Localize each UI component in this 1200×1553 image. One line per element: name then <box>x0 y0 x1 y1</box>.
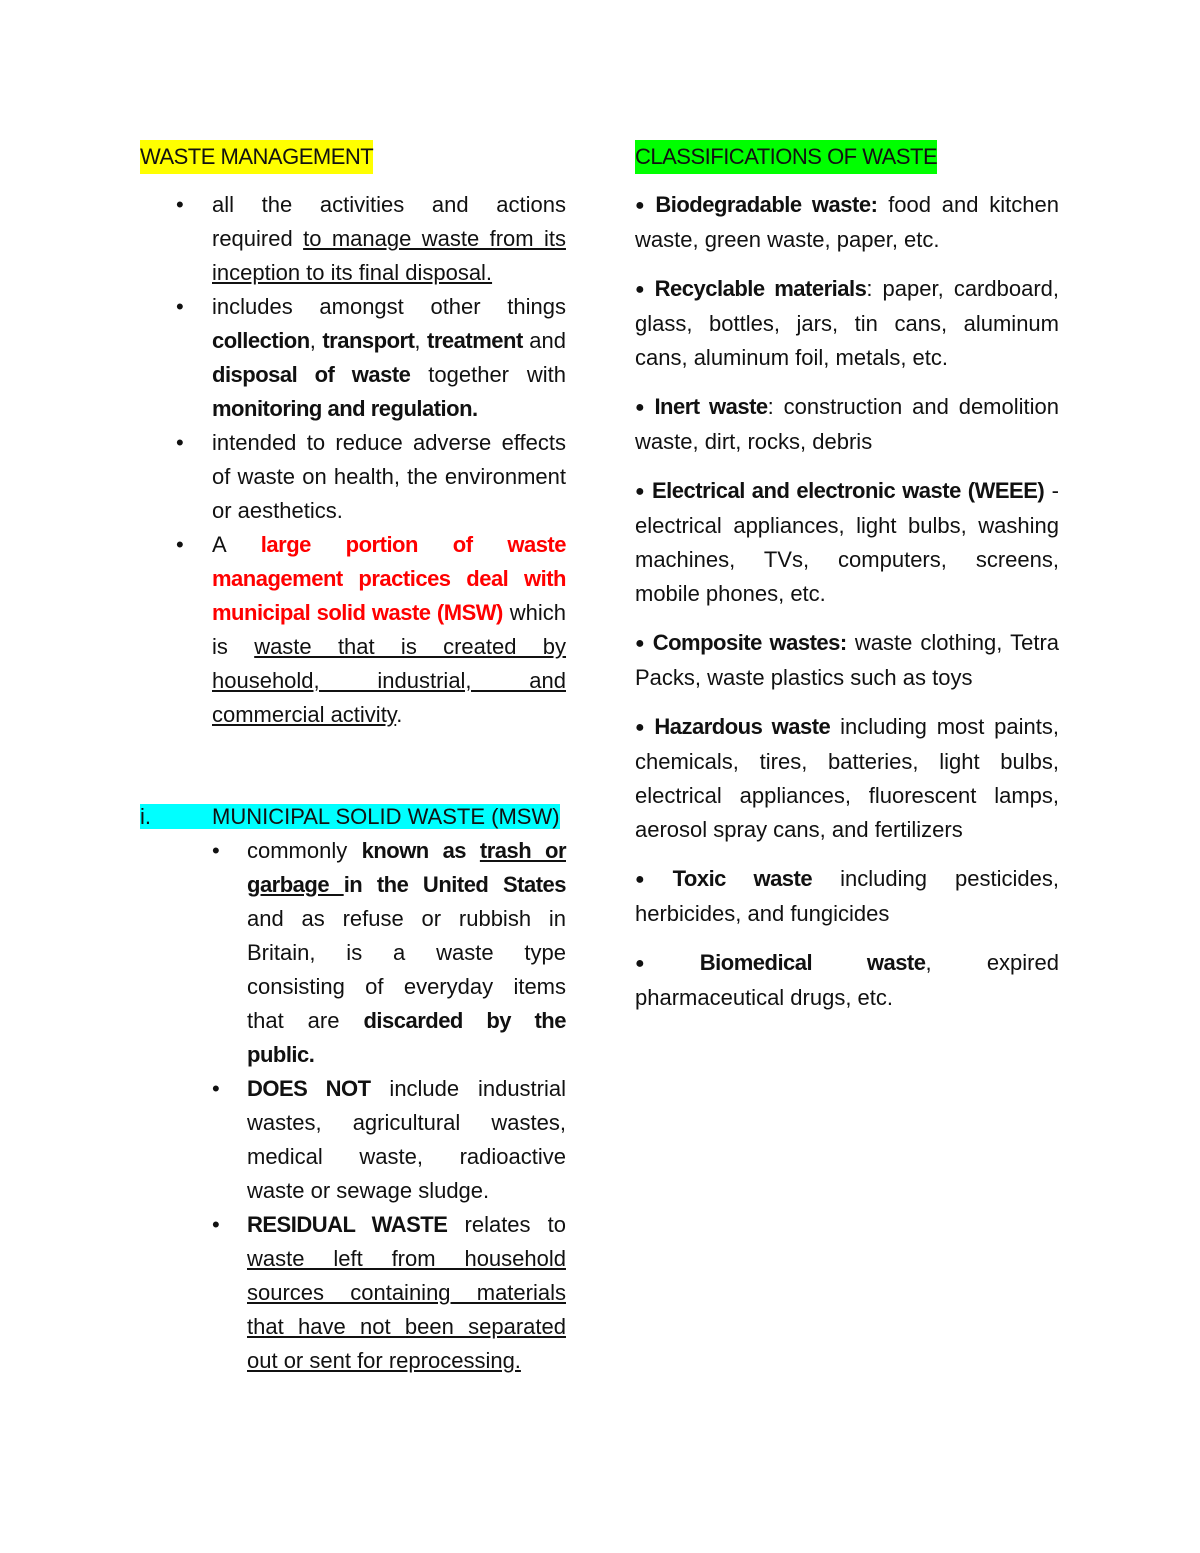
underlined-text: waste that is created by household, industrial, and commercial activity <box>212 634 567 727</box>
classification-desc: - electrical appliances, light bulbs, washing machines, TVs, computers, screens, mobile phones, etc. <box>635 478 1059 606</box>
bullet-dot-icon: ● <box>635 399 649 416</box>
list-item <box>140 1208 566 1378</box>
bullet-dot-icon: ● <box>635 197 650 214</box>
list-item <box>140 1072 566 1208</box>
classification-item <box>635 862 1059 931</box>
bold-text: treatment <box>427 328 523 353</box>
msw-section-heading <box>140 800 566 834</box>
bullet-text: include industrial wastes, agricultural wastes, medical waste, radioactive waste or sewage sludge. <box>247 1076 566 1203</box>
classification-desc: including most paints, chemicals, tires, batteries, light bulbs, electrical appliances, fluorescent lamps, aerosol spray cans, and fertilizers <box>635 714 1060 842</box>
classification-item <box>635 390 1059 459</box>
bullet-text: and as refuse or rubbish in Britain, is a waste type consisting of everyday items that are <box>247 906 566 1033</box>
classification-term: Electrical and electronic waste (WEEE) <box>652 478 1045 503</box>
classification-desc: including pesticides, herbicides, and fungicides <box>635 866 1059 926</box>
classification-item <box>635 946 1059 1015</box>
classification-term: Recyclable materials <box>654 276 867 301</box>
separator: , <box>309 328 323 353</box>
bold-text: DOES NOT <box>247 1076 371 1101</box>
bullet-dot-icon: ● <box>635 955 694 972</box>
list-item <box>140 834 566 1072</box>
left-column <box>140 140 566 1378</box>
bullet-text: relates to <box>447 1212 566 1237</box>
list-item <box>140 426 566 528</box>
bold-underlined-text: trash or garbage <box>247 838 566 897</box>
classification-term: Biodegradable waste: <box>655 192 878 217</box>
classification-desc: : paper, cardboard, glass, bottles, jars, tin cans, aluminum cans, aluminum foil, metals, etc. <box>635 276 1059 370</box>
right-column <box>635 140 1059 1030</box>
bullet-text: all the activities and actions required <box>212 192 566 251</box>
bullet-text: . <box>396 702 403 727</box>
classifications-heading: CLASSIFICATIONS OF WASTE <box>635 140 937 174</box>
bold-text: transport <box>322 328 415 353</box>
bold-text: monitoring and regulation. <box>212 396 478 421</box>
bullet-text: and <box>522 328 567 353</box>
classification-desc: waste clothing, Tetra Packs, waste plastics such as toys <box>635 630 1060 690</box>
classification-list <box>635 188 1059 1015</box>
bullet-dot-icon: ● <box>635 719 649 736</box>
bullet-text: commonly <box>247 838 362 863</box>
bullet-text: intended to reduce adverse effects of waste on health, the environment or aesthetics. <box>212 430 566 523</box>
classification-item <box>635 272 1059 375</box>
msw-heading-highlight <box>140 804 560 829</box>
waste-management-list <box>140 188 566 732</box>
bullet-dot-icon: ● <box>635 635 647 652</box>
section-number: i. <box>140 804 151 829</box>
underlined-text: to manage waste from its inception to its final disposal. <box>212 226 566 285</box>
red-bold-text: large portion of waste management practices deal with municipal solid waste (MSW) <box>212 532 566 625</box>
classification-desc: : construction and demolition waste, dirt, rocks, debris <box>635 394 1059 454</box>
list-item <box>140 528 566 732</box>
list-item <box>140 188 566 290</box>
classification-desc: food and kitchen waste, green waste, paper, etc. <box>635 192 1059 252</box>
bullet-dot-icon: ● <box>635 281 649 298</box>
classification-item <box>635 710 1059 847</box>
classification-item <box>635 626 1059 695</box>
separator: , <box>414 328 428 353</box>
bullet-text: includes amongst other things <box>212 294 566 319</box>
bold-text: in the United States <box>343 872 566 897</box>
waste-management-heading: WASTE MANAGEMENT <box>140 140 373 174</box>
classification-term: Biomedical waste <box>699 950 926 975</box>
classification-term: Hazardous waste <box>654 714 831 739</box>
classification-item <box>635 188 1059 257</box>
bold-text: disposal of waste <box>212 362 411 387</box>
bold-text: discarded by the public. <box>247 1008 566 1067</box>
bold-text: known as <box>361 838 480 863</box>
underlined-text: waste left from household sources containing materials that have not been separated out or sent for reprocessing. <box>247 1246 566 1373</box>
bullet-text: together with <box>410 362 566 387</box>
bullet-dot-icon: ● <box>635 483 646 500</box>
bold-text: RESIDUAL WASTE <box>247 1212 448 1237</box>
classification-term: Composite wastes: <box>652 630 847 655</box>
classification-term: Inert waste <box>654 394 768 419</box>
bold-text: collection <box>212 328 310 353</box>
bullet-text: which is <box>212 600 567 659</box>
msw-list <box>140 834 566 1378</box>
classification-item <box>635 474 1059 611</box>
bullet-text: A <box>212 532 261 557</box>
classification-desc: , expired pharmaceutical drugs, etc. <box>635 950 1059 1010</box>
section-title: MUNICIPAL SOLID WASTE (MSW) <box>212 804 560 829</box>
list-item <box>140 290 566 426</box>
bullet-dot-icon: ● <box>635 871 667 888</box>
classification-term: Toxic waste <box>672 866 813 891</box>
